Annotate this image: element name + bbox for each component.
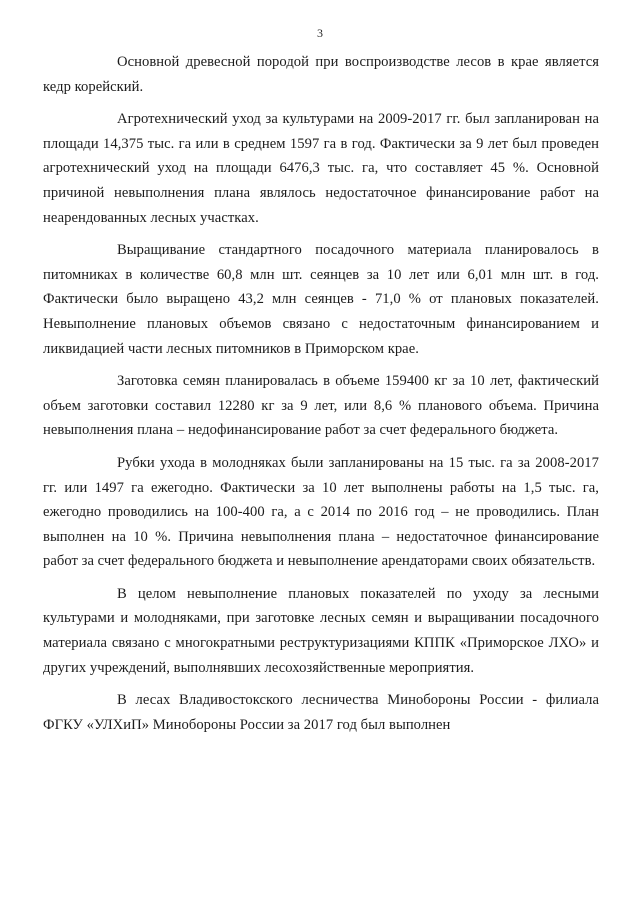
paragraph-agrotechnical-care: Агротехнический уход за культурами на 2009-2017 гг. был запланирован на площади 14,375 тыс. га или в среднем 1597 га в год. Фактически за 9 лет был проведен агротехнический уход на площади 6476,3 тыс. га, что составляет 45 %. Основной причиной невыполнения плана являлось недостаточное финансирование работ на неарендованных лесных участках. — [43, 111, 599, 226]
paragraph-planting-material: Выращивание стандартного посадочного материала планировалось в питомниках в количестве 60,8 млн шт. сеянцев за 10 лет или 6,01 млн шт. в год. Фактически было выращено 43,2 млн сеянцев - 71,0 % от плановых показателей. Невыполнение плановых объемов связано с недостаточным финансированием и ликвидацией части лесных питомников в Приморском крае. — [43, 242, 599, 357]
paragraph-vladivostok-forestry: В лесах Владивостокского лесничества Минобороны России - филиала ФГКУ «УЛХиП» Минобороны России за 2017 год был выполнен — [43, 692, 599, 733]
paragraph-seed-harvesting: Заготовка семян планировалась в объеме 159400 кг за 10 лет, фактический объем заготовки составил 12280 кг за 9 лет, или 8,6 % планового объема. Причина невыполнения плана – недофинансирование работ за счет федерального бюджета. — [43, 373, 599, 439]
paragraph-overall-summary: В целом невыполнение плановых показателей по уходу за лесными культурами и молодняками, при заготовке лесных семян и выращивании посадочного материала связано с многократными реструктуризациями КППК «Приморское ЛХО» и других учреждений, выполнявших лесохозяйственные мероприятия. — [43, 585, 599, 676]
paragraph-main-species: Основной древесной породой при воспроизводстве лесов в крае является кедр корейский. — [43, 54, 599, 95]
document-body — [43, 50, 599, 737]
page-number: 3 — [317, 26, 323, 40]
paragraph-thinning: Рубки ухода в молодняках были запланированы на 15 тыс. га за 2008-2017 гг. или 1497 га ежегодно. Фактически за 10 лет выполнены работы на 1,5 тыс. га, ежегодно проводились на 100-400 га, а с 2014 по 2016 год – не проводились. План выполнен на 10 %. Причина невыполнения плана – недостаточное финансирование работ за счет федерального бюджета и невыполнение арендаторами своих обязательств. — [43, 454, 599, 570]
